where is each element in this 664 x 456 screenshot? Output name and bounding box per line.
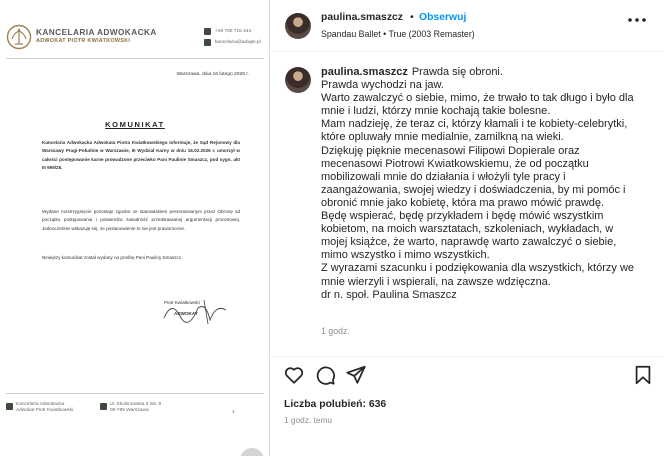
footer-firm-line-2: Adwokat Piotr Kwiatkowski [16, 408, 74, 413]
caption-line: Warto zawalczyć o siebie, mimo, że trwało to tak długo i było dla [321, 92, 634, 105]
caption-avatar[interactable] [285, 67, 311, 93]
caption-line: Prawda wychodzi na jaw. [321, 79, 444, 92]
caption-line: dr n. społ. Paulina Smaszcz [321, 288, 457, 301]
footer-divider [6, 393, 264, 394]
separator-dot: • [410, 12, 414, 23]
likes-count[interactable]: Liczba polubień: 636 [284, 399, 387, 410]
firm-email [204, 39, 261, 46]
caption-line: zaangażowania, swojej wiedzy i doświadczenia, by mi pomóc i [321, 183, 626, 196]
firm-name: KANCELARIA ADWOKACKA [36, 27, 157, 37]
document-paragraph-2: Wydane rozstrzygnięcie pozostaje zgodne ze stanowiskiem prezentowanym przez Obronę od początku postępowania i potwierdza zasadność przedstawianej argumentacji procesowej. Jednocześnie wskazuję się, że postanowienie to nie jest prawomocne. [42, 209, 240, 231]
footer-firm [16, 402, 73, 414]
caption-line: mobilizowali mnie do działania i włożyli tyle pracy i [321, 170, 566, 183]
footer-address [110, 402, 161, 414]
caption-line: mnie i ludzi, którzy mnie kochają takie bolesne. [321, 105, 551, 118]
heart-icon[interactable] [283, 364, 305, 386]
more-horizontal-icon[interactable] [627, 14, 647, 26]
actions-divider [271, 356, 664, 357]
location-icon [100, 403, 107, 410]
caption-line: mecenasowi Piotrowi Kwiatkowskiemu, że od początku [321, 157, 589, 170]
footer-address-line-2: 00-795 Warszawa [110, 408, 149, 413]
caption-username[interactable]: paulina.smaszcz [321, 66, 408, 78]
caption-text-0: Prawda się obroni. [411, 66, 503, 78]
caption-timestamp[interactable]: 1 godz. [321, 326, 350, 336]
footer-address-line-1: ul. Skolimowska 3 lok. 9 [110, 402, 162, 407]
caption-line: Dziękuję pięknie mecenasowi Filipowi Dopierale oraz [321, 144, 580, 157]
audio-track-link[interactable]: Spandau Ballet • True (2003 Remaster) [321, 29, 475, 39]
post-header [271, 0, 664, 52]
law-firm-logo-icon [6, 24, 32, 50]
caption-line: obronić mnie jako kobietę, która ma prawo mówić prawdę. [321, 196, 605, 209]
carousel-next-button[interactable] [240, 448, 264, 456]
caption-line: mojej książce, że warto, naprawdę warto zawalczyć o siebie, [321, 236, 617, 249]
firm-phone [204, 28, 251, 35]
email-icon [204, 39, 211, 46]
document-paragraph-1: Kancelaria Adwokacka Adwokata Piotra Kwiatkowskiego informuje, że Sąd Rejonowy dla Warszawy Pragi-Południe w Warszawie, III Wydział Karny w dniu 16.02.2026 r. umorzył w całości postępowanie karne prowadzone przeciwko Pani Paulinie Smaszcz, pod sygn. akt III 699/25. [42, 140, 240, 171]
follow-button[interactable]: Obserwuj [419, 12, 467, 23]
document-image [0, 0, 270, 456]
caption-line-0 [321, 66, 651, 79]
avatar[interactable] [285, 13, 311, 39]
caption-line: kobietom, na moich warsztatach, szkoleniach, wykładach, w [321, 223, 614, 236]
caption-line: mimo wszystko i mimo wszystkich. [321, 249, 490, 262]
signature-role: ADWOKAT [174, 311, 198, 316]
email-text: kancelaria@adwpk.pl [215, 40, 261, 45]
document-place-date: Warszawa, dnia 16 lutego 2026 r. [176, 72, 249, 77]
caption-line: Z wyrazami szacunku i podziękowania dla wszystkich, którzy we [321, 262, 635, 275]
signature-name: Piotr Kwiatkowski [164, 300, 200, 305]
footer-logo-icon [6, 403, 13, 410]
phone-text: +48 790 715 444 [215, 29, 252, 34]
document-title: KOMUNIKAT [105, 120, 165, 129]
bookmark-icon[interactable] [632, 364, 654, 386]
footer-firm-line-1: Kancelaria Adwokacka [16, 402, 65, 407]
comment-icon[interactable] [314, 364, 336, 386]
document-paragraph-3: Niniejszy komunikat został wydany na prośbę Pani Pauliny Smaszcz. [42, 255, 183, 260]
caption-line: Będę wspierać, będę przykładem i będę mówić wszystkim [321, 210, 604, 223]
post-time-ago[interactable]: 1 godz. temu [284, 415, 332, 425]
send-icon[interactable] [345, 364, 367, 386]
letterhead-divider [6, 58, 264, 59]
page-number: 1 [232, 410, 235, 415]
firm-subtitle: ADWOKAT PIOTR KWIATKOWSKI [36, 38, 131, 44]
post-username[interactable]: paulina.smaszcz [321, 12, 404, 23]
document-letterhead [6, 24, 264, 52]
phone-icon [204, 28, 211, 35]
caption-line: mnie wierzyli i wspierali, na zawsze wdzięczna. [321, 275, 551, 288]
post-panel [271, 0, 664, 456]
caption-line: Mam nadzieję, że teraz ci, którzy kłamali i te kobiety-celebrytki, [321, 118, 628, 131]
caption-line: które opluwały mnie medialnie, zamilkną na wieki. [321, 131, 564, 144]
post-caption [321, 66, 651, 302]
